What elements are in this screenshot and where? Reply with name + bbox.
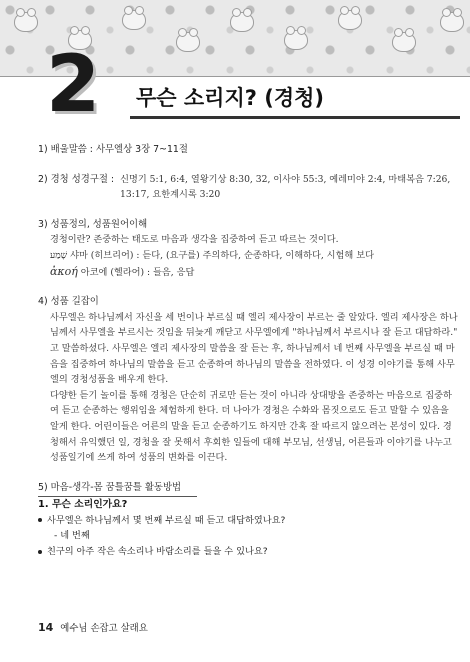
title-underline <box>130 116 460 119</box>
section-guide-heading: 4) 성품 길잡이 <box>38 296 99 308</box>
greek-definition <box>38 264 450 281</box>
hebrew-word: שָׁמַע <box>50 249 68 261</box>
page-number: 14 <box>38 621 54 634</box>
bear-pattern-icon <box>440 12 464 32</box>
greek-word: ἀκοή <box>50 264 78 278</box>
book-title: 예수님 손잡고 살래요 <box>60 623 148 634</box>
guide-line: 여 듣고 순종하는 행위임을 체험하게 한다. 더 나아가 경청은 수화와 몸짓으로도 듣고 말할 수 있음을 <box>50 405 449 417</box>
definition-text: 경청이란? 존중하는 태도로 마음과 생각을 집중하여 듣고 따르는 것이다. <box>50 234 339 246</box>
greek-meaning: 아코에 (헬라어) : 들음, 응답 <box>80 266 195 278</box>
guide-line: 사무엘은 하나님께서 자신을 세 번이나 부르실 때 엘리 제사장이 부르는 줄 알았다. 엘리 제사장은 하나 <box>50 311 458 323</box>
bear-pattern-icon <box>122 10 146 30</box>
guide-line: 엘의 경청성품을 배우게 한다. <box>50 374 169 386</box>
bear-pattern-icon <box>230 12 254 32</box>
guide-line: 청해서 유익했던 일, 경청을 잘 못해서 후회한 일들에 대해 부모님, 선생님, 어른들과 이야기를 나누고 <box>50 436 452 448</box>
bear-pattern-icon <box>338 10 362 30</box>
activity-answer: - 네 번째 <box>54 530 90 542</box>
activity-question <box>38 513 450 529</box>
question-text: 사무엘은 하나님께서 몇 번째 부르실 때 듣고 대답하였나요? <box>47 514 286 526</box>
page-footer <box>38 620 148 634</box>
question-text: 친구의 아주 작은 속소리나 바람소리를 들을 수 있나요? <box>47 546 268 558</box>
bullet-icon <box>38 550 42 554</box>
section-verses-label: 2) 경청 성경구절 : <box>38 173 115 185</box>
activity-question <box>38 544 450 560</box>
bear-pattern-icon <box>14 12 38 32</box>
verses-line-1: 신명기 5:1, 6:4, 열왕기상 8:30, 32, 이사야 55:3, 예레미야 2:4, 마태복음 7:26, <box>120 173 451 185</box>
section-scripture: 1) 배울말씀 : 사무엘상 3장 7~11절 <box>38 144 188 155</box>
chapter-title: 무슨 소리지? (경청) <box>136 86 325 110</box>
bullet-icon <box>38 518 42 522</box>
section-verses <box>38 172 450 188</box>
guide-line: 님께서 사무엘을 부르시는 것임을 뒤늦게 깨닫고 사무엘에게 "하나님께서 부르시나 잘 듣고 대답하라." <box>50 327 458 339</box>
activity-subtitle: 1. 무슨 소리인가요? <box>38 499 128 511</box>
guide-line: 다양한 듣기 놀이를 통해 경청은 단순히 귀로만 듣는 것이 아니라 상대방을 존중하는 마음으로 집중하 <box>50 389 452 401</box>
lesson-content <box>38 142 458 560</box>
hebrew-meaning: 샤마 (히브리어) : 듣다, (요구를) 주의하다, 순종하다, 이해하다, 시험해 보다 <box>70 249 374 261</box>
hebrew-definition <box>38 248 450 264</box>
section-definition-heading: 3) 성품정의, 성품원어이해 <box>38 218 148 230</box>
guide-line: 음을 집중하여 하나님의 말씀을 듣고 순종하여 하나님의 말씀을 전하였다. 이 성경 이야기를 통해 사무 <box>50 358 455 370</box>
guide-line: 성품일기에 쓰게 하여 성품의 변화를 이끈다. <box>50 452 228 464</box>
chapter-header <box>0 38 470 130</box>
guide-line: 알게 한다. 어린이들은 어른의 말을 듣고 순종하기도 하지만 간혹 잘 따르지 않으려는 본성이 있다. 경 <box>50 420 452 432</box>
guide-line: 고 말씀하셨다. 사무엘은 엘리 제사장의 말씀을 잘 듣는 후, 하나님께서 네 번째 사무엘을 부르실 때 마 <box>50 342 455 354</box>
verses-line-2: 13:17, 요한계시록 3:20 <box>120 189 221 201</box>
chapter-number: 2 <box>46 40 99 130</box>
section-activity-heading: 5) 마음-생각-몸 꿈틀꿈틀 활동방법 <box>38 480 197 498</box>
